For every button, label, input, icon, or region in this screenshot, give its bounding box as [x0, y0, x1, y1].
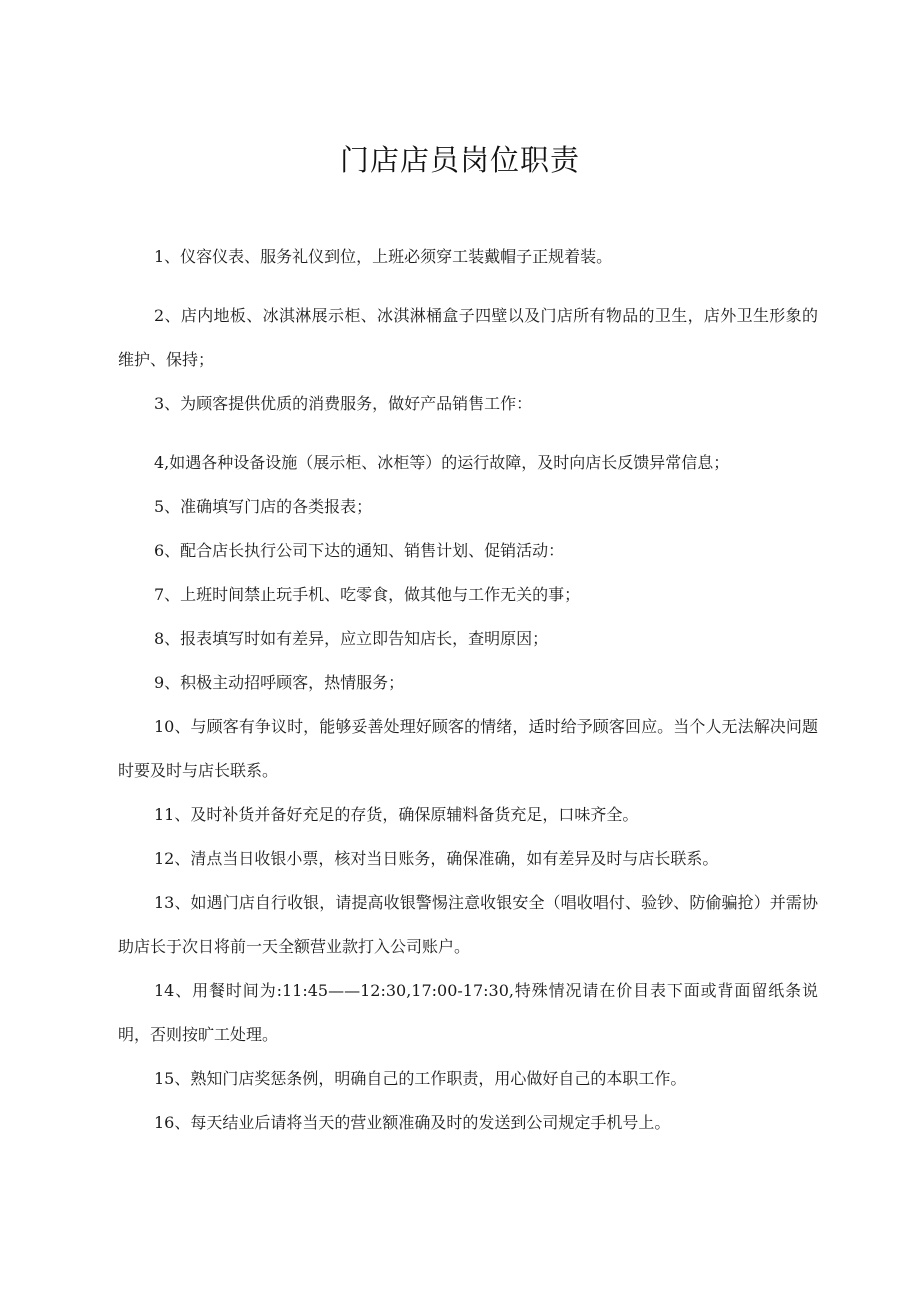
duty-item-15: 15、熟知门店奖惩条例，明确自己的工作职责，用心做好自己的本职工作。: [154, 1069, 687, 1088]
duty-item-12: 12、清点当日收银小票，核对当日账务，确保准确，如有差异及时与店长联系。: [154, 849, 719, 868]
duty-item-6: 6、配合店长执行公司下达的通知、销售计划、促销活动：: [154, 541, 565, 560]
duty-item-3: 3、为顾客提供优质的消费服务，做好产品销售工作：: [154, 394, 533, 413]
duty-item-14: 14、用餐时间为:11:45——12:30,17:00-17:30,特殊情况请在价目表下面或背面留纸条说明，否则按旷工处理。: [118, 981, 818, 1044]
duty-item-4: 4,如遇各种设备设施（展示柜、冰柜等）的运行故障，及时向店长反馈异常信息；: [154, 453, 730, 472]
duty-item-10: 10、与顾客有争议时，能够妥善处理好顾客的情绪，适时给予顾客回应。当个人无法解决问题时要及时与店长联系。: [118, 717, 818, 780]
duty-item-5: 5、准确填写门店的各类报表；: [154, 497, 373, 516]
duty-item-16: 16、每天结业后请将当天的营业额准确及时的发送到公司规定手机号上。: [154, 1113, 671, 1132]
duty-item-7: 7、上班时间禁止玩手机、吃零食，做其他与工作无关的事；: [154, 585, 581, 604]
duty-item-2: 2、店内地板、冰淇淋展示柜、冰淇淋桶盒子四壁以及门店所有物品的卫生，店外卫生形象的维护、保持；: [118, 306, 818, 369]
duty-item-9: 9、积极主动招呼顾客，热情服务；: [154, 673, 405, 692]
duty-item-1: 1、仪容仪表、服务礼仪到位，上班必须穿工装戴帽子正规着装。: [154, 247, 613, 266]
document-title: 门店店员岗位职责: [339, 143, 580, 177]
duty-item-8: 8、报表填写时如有差异，应立即告知店长，查明原因；: [154, 629, 549, 648]
document-body: [118, 235, 818, 1160]
duty-item-11: 11、及时补货并备好充足的存货，确保原辅料备货充足，口味齐全。: [154, 805, 639, 824]
duty-item-13: 13、如遇门店自行收银，请提高收银警惕注意收银安全（唱收唱付、验钞、防偷骗抢）并需协助店长于次日将前一天全额营业款打入公司账户。: [118, 893, 818, 956]
